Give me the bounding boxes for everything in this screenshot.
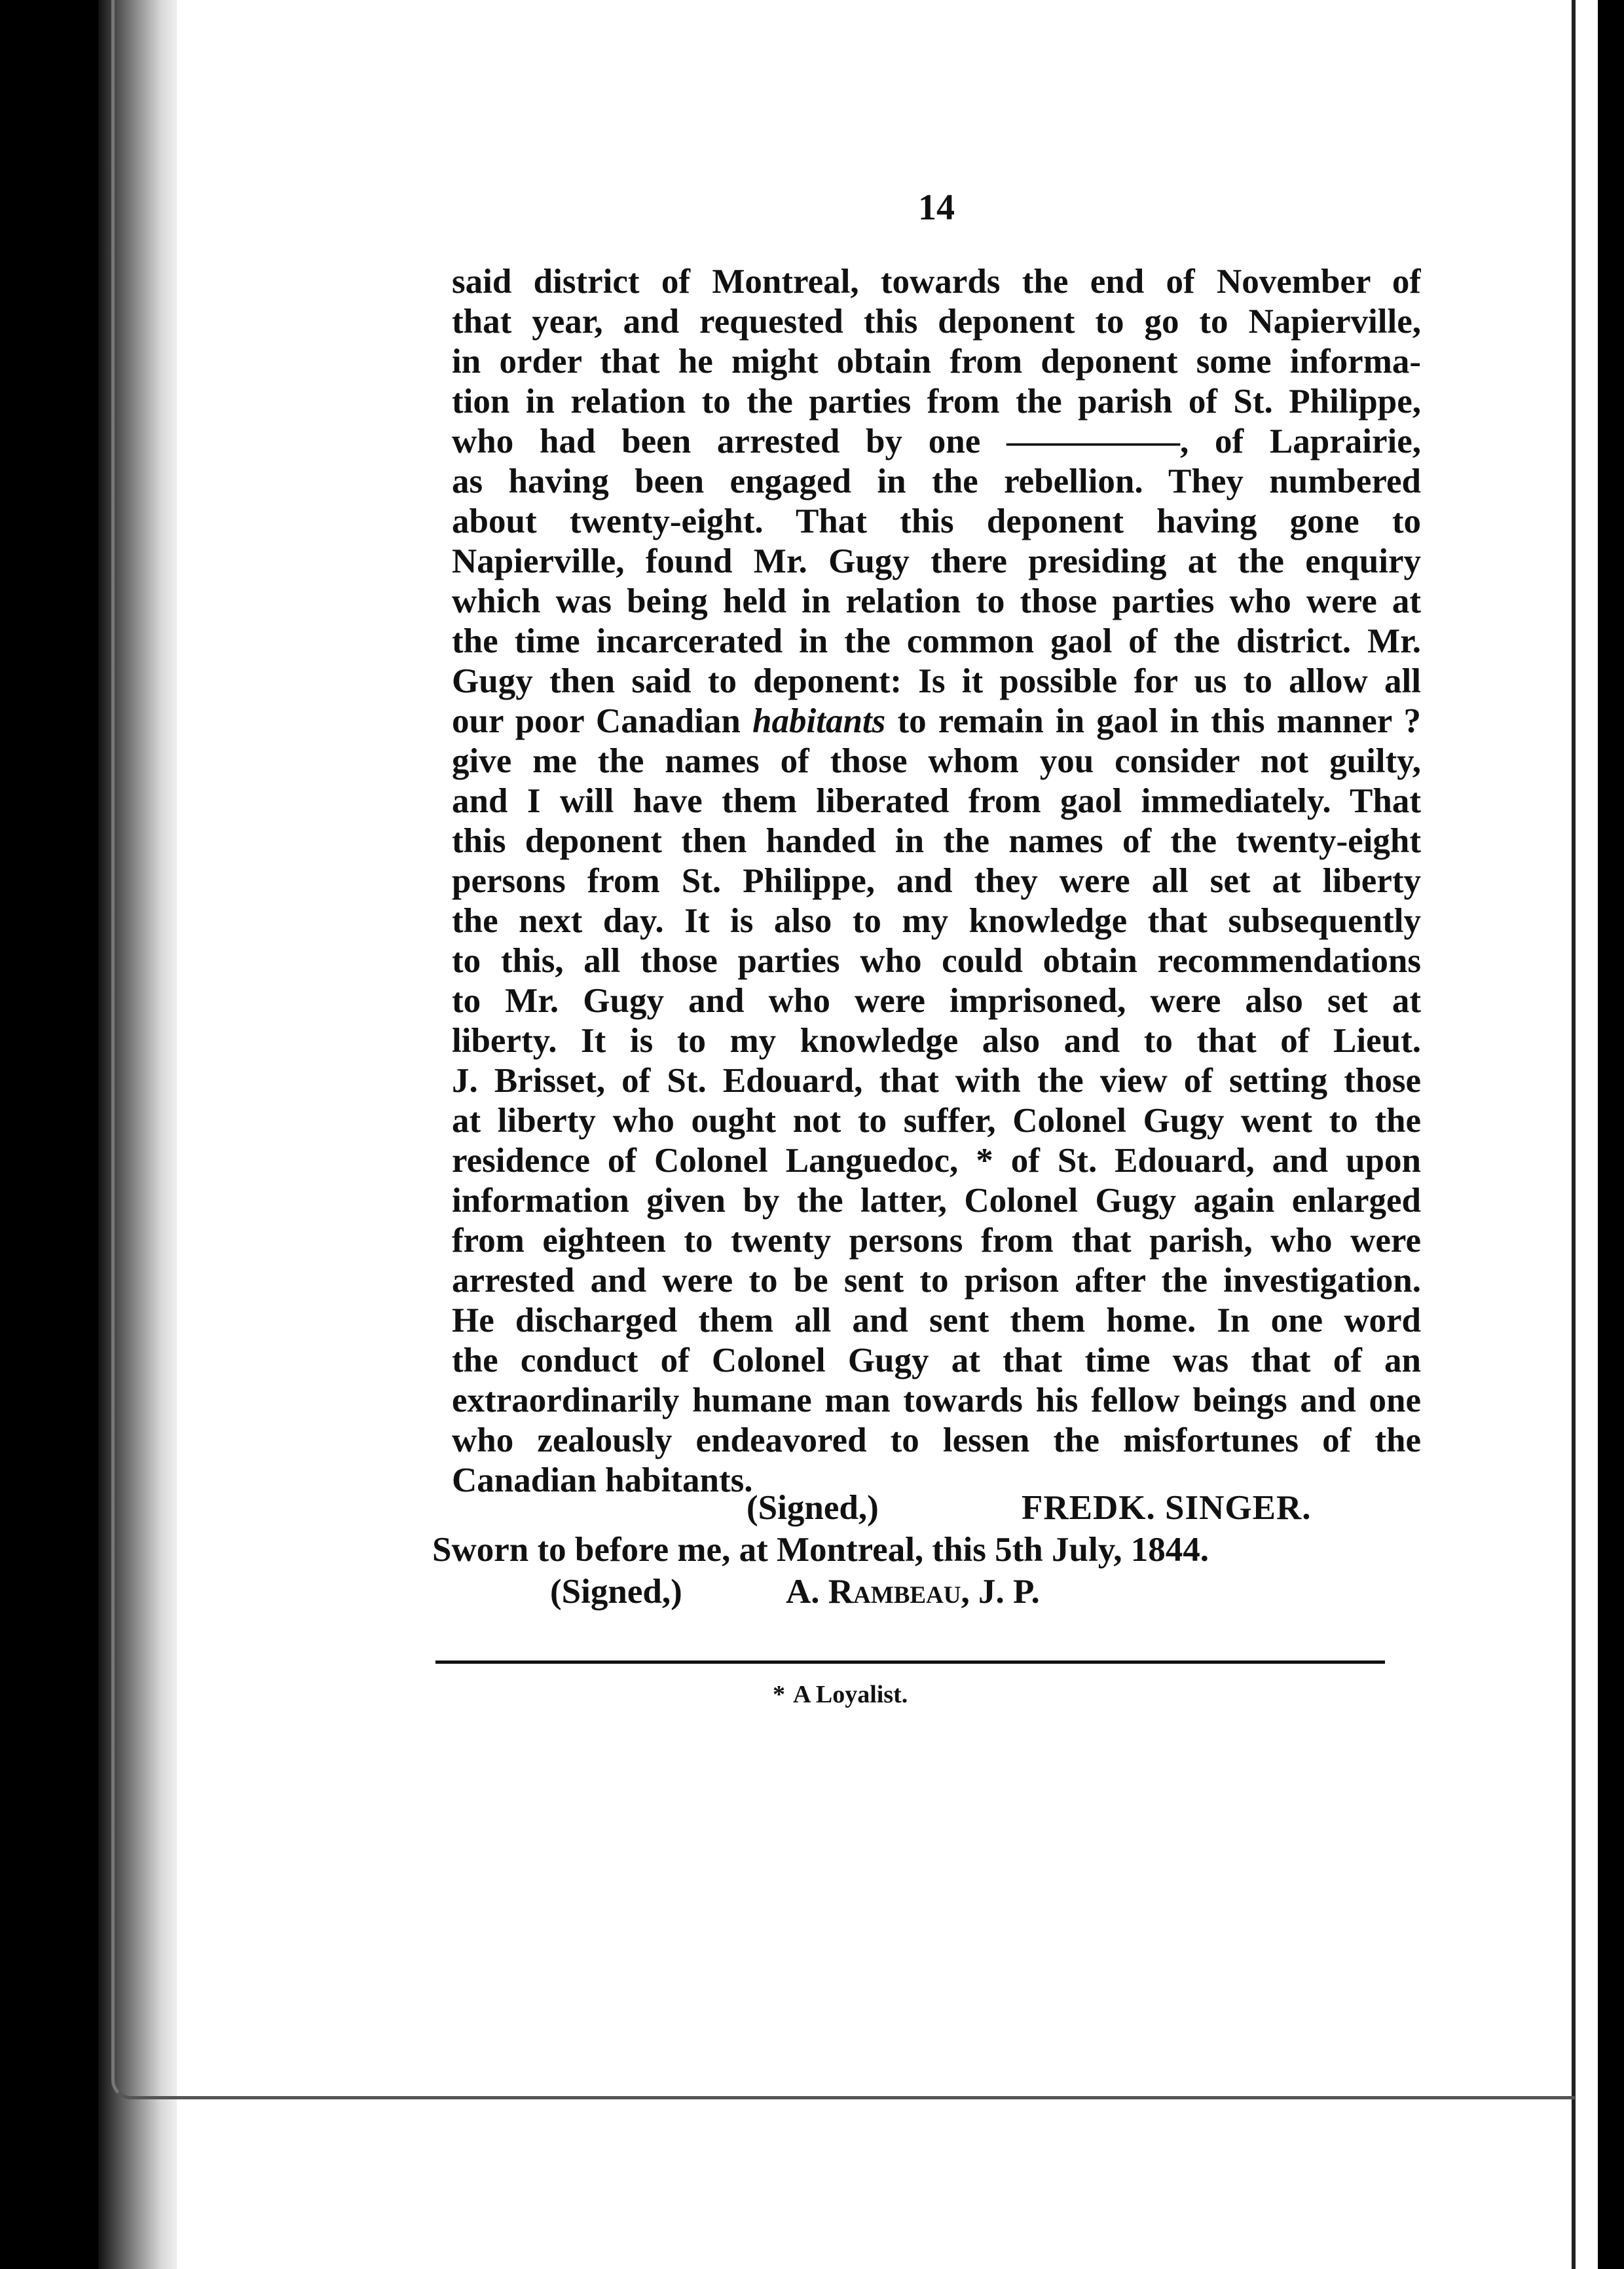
text-line: Canadian habitants. — [452, 1461, 753, 1499]
signature-block — [432, 1487, 1414, 1613]
text-line: who zealously endeavored to lessen the misfortunes of the — [452, 1421, 1421, 1459]
page-number: 14 — [918, 187, 955, 228]
text-line-start: our poor Canadian — [452, 702, 753, 740]
justice-signature-row — [432, 1571, 1414, 1613]
text-line-end: to remain in gaol in this manner ? — [885, 702, 1421, 740]
jp-signed-label: (Signed,) — [550, 1573, 682, 1611]
justice-initial: A. — [786, 1573, 828, 1611]
footnote — [773, 1680, 908, 1709]
scan-right-margin — [1598, 0, 1624, 2269]
signed-label: (Signed,) — [747, 1489, 879, 1527]
text-line: He discharged them all and sent them home. In one word — [452, 1302, 1421, 1340]
sworn-statement: Sworn to before me, at Montreal, this 5th July, 1844. — [432, 1531, 1209, 1569]
text-line: give me the names of those whom you consider not guilty, — [452, 742, 1421, 780]
justice-title: , J. P. — [961, 1573, 1040, 1611]
justice-name — [786, 1571, 1040, 1613]
deponent-name: FREDK. SINGER. — [1022, 1489, 1312, 1527]
footnote-marker: * — [773, 1681, 785, 1708]
sworn-row — [432, 1529, 1414, 1571]
text-line: information given by the latter, Colonel Gugy again enlarged — [452, 1182, 1421, 1220]
text-line: who had been arrested by one —————, of Laprairie, — [452, 422, 1421, 460]
scan-left-margin — [0, 0, 98, 2269]
text-line: to Mr. Gugy and who were imprisoned, were also set at — [452, 982, 1421, 1020]
text-line: said district of Montreal, towards the end of November of — [452, 263, 1421, 301]
text-line: the conduct of Colonel Gugy at that time was that of an — [452, 1341, 1421, 1379]
text-line: this deponent then handed in the names of the twenty-eight — [452, 822, 1421, 860]
text-line: which was being held in relation to those parties who were at — [452, 582, 1421, 620]
justice-surname: Rambeau — [828, 1573, 961, 1611]
text-line: as having been engaged in the rebellion. They numbered — [452, 462, 1421, 500]
text-line: persons from St. Philippe, and they were all set at liberty — [452, 862, 1421, 900]
text-line: residence of Colonel Languedoc, * of St. Edouard, and upon — [452, 1142, 1421, 1180]
text-line: the time incarcerated in the common gaol of the district. Mr. — [452, 622, 1421, 660]
text-line: about twenty-eight. That this deponent having gone to — [452, 502, 1421, 540]
footnote-text: A Loyalist. — [793, 1681, 908, 1708]
text-line: the next day. It is also to my knowledge that subsequently — [452, 902, 1421, 940]
text-line: J. Brisset, of St. Edouard, that with the view of setting those — [452, 1062, 1421, 1100]
text-line: that year, and requested this deponent to go to Napierville, — [452, 303, 1421, 341]
text-line: extraordinarily humane man towards his fellow beings and one — [452, 1381, 1421, 1419]
text-line: Napierville, found Mr. Gugy there presiding at the enquiry — [452, 542, 1421, 580]
text-line: from eighteen to twenty persons from that parish, who were — [452, 1222, 1421, 1260]
text-line-with-italic — [452, 702, 1421, 741]
text-line: to this, all those parties who could obtain recommendations — [452, 942, 1421, 980]
text-line: and I will have them liberated from gaol immediately. That — [452, 782, 1421, 820]
text-line: tion in relation to the parties from the parish of St. Philippe, — [452, 383, 1421, 421]
text-line: at liberty who ought not to suffer, Colonel Gugy went to the — [452, 1102, 1421, 1140]
footnote-divider — [435, 1660, 1385, 1664]
italic-word: habitants — [752, 702, 886, 740]
text-line: arrested and were to be sent to prison after the investigation. — [452, 1262, 1421, 1300]
text-line: in order that he might obtain from deponent some informa- — [452, 343, 1421, 381]
text-line: liberty. It is to my knowledge also and to that of Lieut. — [452, 1022, 1421, 1060]
text-line: Gugy then said to deponent: Is it possible for us to allow all — [452, 662, 1421, 700]
deponent-signature-row — [432, 1487, 1414, 1529]
deposition-text — [452, 262, 1421, 1501]
